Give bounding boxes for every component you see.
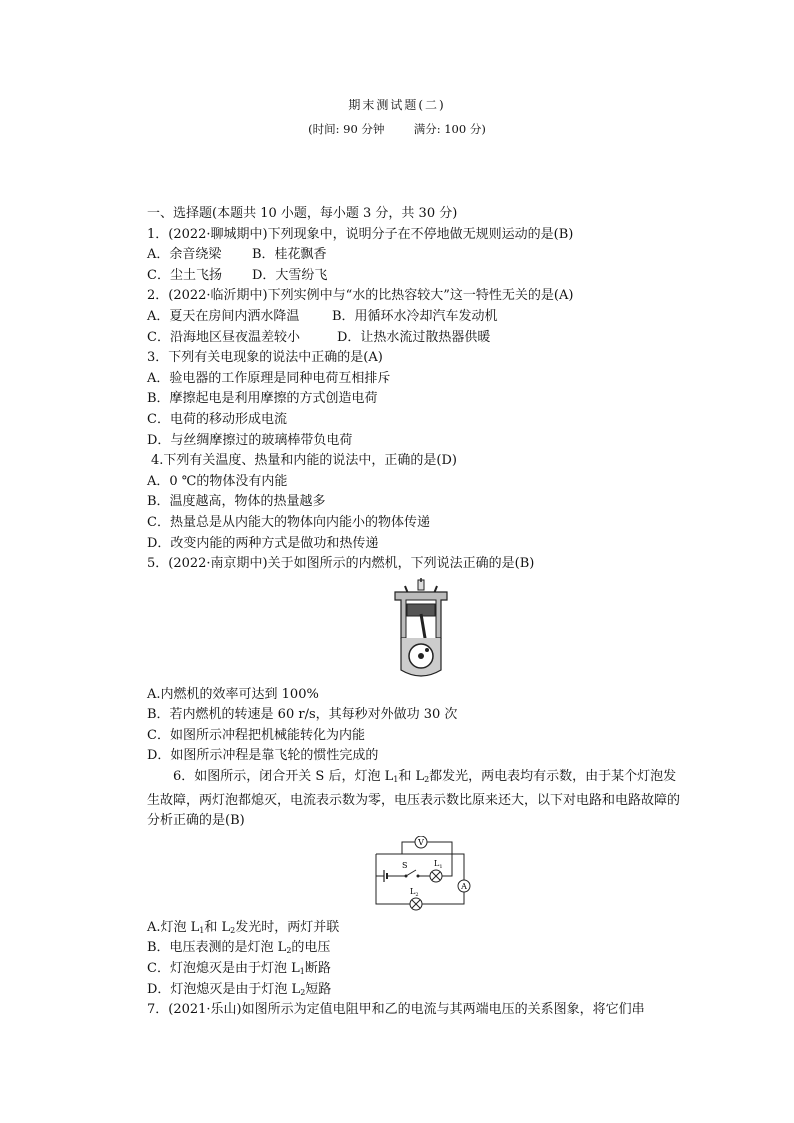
question-5-option-a: A.内燃机的效率可达到 100% bbox=[147, 686, 319, 702]
circuit-figure bbox=[157, 832, 687, 918]
question-2-stem: 2．(2022·临沂期中)下列实例中与“水的比热容较大”这一特性无关的是(A) bbox=[147, 288, 574, 304]
voltmeter-label: V bbox=[418, 837, 424, 847]
question-6-option-b: B．电压表测的是灯泡 $L_2$的电压 bbox=[147, 940, 331, 956]
page-title: 期末测试题(二) bbox=[348, 98, 446, 112]
circuit-diagram bbox=[372, 836, 472, 914]
question-4-stem: 4.下列有关温度、热量和内能的说法中，正确的是(D) bbox=[151, 453, 457, 469]
question-2-options-row-1 bbox=[147, 307, 687, 328]
question-5-option-b: B．若内燃机的转速是 60 r/s，其每秒对外做功 30 次 bbox=[147, 707, 458, 723]
question-1-option-b: B．桂花飘香 bbox=[252, 247, 327, 263]
question-6-option-d: D．灯泡熄灭是由于灯泡 $L_2$短路 bbox=[147, 981, 332, 997]
question-2-option-d: D．让热水流过散热器供暖 bbox=[337, 329, 491, 345]
page-subtitle: (时间: 90 分钟 满分: 100 分) bbox=[308, 122, 486, 136]
question-3-option-c: C．电荷的移动形成电流 bbox=[147, 411, 287, 427]
question-1-stem: 1．(2022·聊城期中)下列现象中，说明分子在不停地做无规则运动的是(B) bbox=[147, 226, 574, 242]
question-4-option-d: D．改变内能的两种方式是做功和热传递 bbox=[147, 535, 379, 551]
question-2-option-b: B．用循环水冷却汽车发动机 bbox=[332, 308, 498, 324]
question-body bbox=[147, 204, 687, 1021]
question-3-option-d: D．与丝绸摩擦过的玻璃棒带负电荷 bbox=[147, 432, 353, 448]
question-1-option-c: C．尘土飞扬 bbox=[147, 267, 222, 283]
switch-label: S bbox=[402, 860, 408, 870]
lamp-l2-label: $L_2$ bbox=[410, 886, 419, 898]
ammeter-label: A bbox=[461, 881, 467, 891]
question-5-stem: 5．(2022·南京期中)关于如图所示的内燃机，下列说法正确的是(B) bbox=[147, 556, 535, 572]
question-3-option-a: A．验电器的工作原理是同种电荷互相排斥 bbox=[147, 370, 391, 386]
question-1-option-a: A．余音绕梁 bbox=[147, 247, 222, 263]
question-1-options-row-1 bbox=[147, 245, 687, 266]
question-6-option-c: C．灯泡熄灭是由于灯泡 $L_1$断路 bbox=[147, 961, 331, 977]
lamp-l1-label: $L_1$ bbox=[434, 858, 443, 870]
question-3-stem: 3．下列有关电现象的说法中正确的是(A) bbox=[147, 350, 383, 366]
question-6-option-a: A.灯泡 $L_1$和 $L_2$发光时，两灯并联 bbox=[147, 919, 340, 935]
question-5-option-c: C．如图所示冲程把机械能转化为内能 bbox=[147, 727, 365, 743]
section-heading: 一、选择题(本题共 10 小题，每小题 3 分，共 30 分) bbox=[147, 206, 458, 221]
internal-combustion-engine-diagram bbox=[387, 578, 457, 682]
switch-lever bbox=[406, 870, 416, 876]
question-2-options-row-2 bbox=[147, 328, 687, 349]
question-2-option-a: A．夏天在房间内洒水降温 bbox=[147, 308, 300, 324]
engine-figure bbox=[157, 575, 687, 685]
question-4-option-b: B．温度越高，物体的热量越多 bbox=[147, 494, 326, 510]
question-1-options-row-2 bbox=[147, 266, 687, 287]
question-2-option-c: C．沿海地区昼夜温差较小 bbox=[147, 329, 300, 345]
question-6-stem: 6．如图所示，闭合开关 S 后，灯泡 $L_1$和 $L_2$都发光，两电表均有示数，由于某个灯泡发生故障，两灯泡都熄灭，电流表示数为零，电压表示数比原来还大，以下对电路和电路故障的分析正确的是(B) bbox=[147, 769, 681, 829]
question-4-option-a: A．0 ℃的物体没有内能 bbox=[147, 473, 288, 489]
question-7-stem: 7．(2021·乐山)如图所示为定值电阻甲和乙的电流与其两端电压的关系图象，将它们串 bbox=[147, 1002, 645, 1018]
question-1-option-d: D．大雪纷飞 bbox=[252, 267, 328, 283]
question-5-option-d: D．如图所示冲程是靠飞轮的惯性完成的 bbox=[147, 748, 379, 764]
question-4-option-c: C．热量总是从内能大的物体向内能小的物体传递 bbox=[147, 514, 430, 530]
question-3-option-b: B．摩擦起电是利用摩擦的方式创造电荷 bbox=[147, 391, 378, 407]
